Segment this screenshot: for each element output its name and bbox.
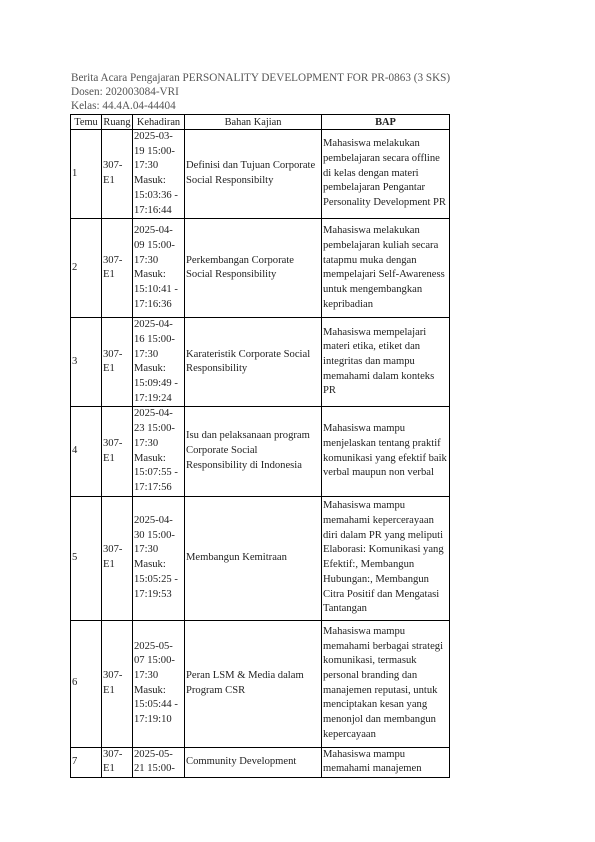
table-row — [71, 318, 450, 407]
cell-kehadiran: 2025-04-09 15:00-17:30 Masuk: 15:10:41 - 17:16:36 — [133, 219, 185, 318]
cell-kehadiran: 2025-04-30 15:00-17:30 Masuk: 15:05:25 - 17:19:53 — [133, 496, 185, 620]
cell-bahan-kajian: Perkembangan Corporate Social Responsibility — [185, 219, 322, 318]
table-row — [71, 130, 450, 219]
table-row — [71, 620, 450, 747]
cell-temu: 7 — [71, 747, 102, 777]
cell-temu: 3 — [71, 318, 102, 407]
cell-kehadiran: 2025-04-16 15:00-17:30 Masuk: 15:09:49 - 17:19:24 — [133, 318, 185, 407]
cell-bap: Mahasiswa melakukan pembelajaran kuliah secara tatapmu muka dengan mempelajari Self-Awareness untuk mengembangkan kepribadian — [322, 219, 450, 318]
col-header-ruang: Ruang — [103, 116, 131, 128]
cell-bap: Mahasiswa melakukan pembelajaran secara offline di kelas dengan materi pembelajaran Pengantar Personality Development PR — [322, 130, 450, 219]
col-header-kehadiran: Kehadiran — [133, 115, 185, 130]
cell-bap: Mahasiswa mempelajari materi etika, etiket dan integritas dan mampu memahami dalam konteks PR — [322, 318, 450, 407]
cell-bap: Mahasiswa mampu memahami manajemen — [322, 747, 450, 777]
col-header-temu: Temu — [71, 115, 102, 130]
cell-temu: 2 — [71, 219, 102, 318]
cell-ruang: 307-E1 — [102, 130, 133, 219]
cell-ruang: 307-E1 — [102, 496, 133, 620]
cell-bahan-kajian: Community Development — [185, 747, 322, 777]
document-header — [71, 71, 450, 113]
col-header-bap: BAP — [322, 115, 450, 130]
cell-ruang: 307-E1 — [102, 318, 133, 407]
cell-temu: 4 — [71, 407, 102, 496]
cell-bahan-kajian: Karateristik Corporate Social Responsibility — [185, 318, 322, 407]
cell-bap: Mahasiswa mampu memahami kepercerayaan diri dalam PR yang meliputi Elaborasi: Komunikasi yang Efektif:, Membangun Hubungan:, Membangun Citra Positif dan Mengatasi Tantangan — [322, 496, 450, 620]
cell-ruang: 307-E1 — [102, 747, 133, 777]
cell-temu: 1 — [71, 130, 102, 219]
cell-bap: Mahasiswa mampu memahami berbagai strategi komunikasi, termasuk personal branding dan manajemen reputasi, untuk menciptakan kesan yang menonjol dan membangun kepercayaan — [322, 620, 450, 747]
table-row — [71, 219, 450, 318]
cell-temu: 5 — [71, 496, 102, 620]
cell-kehadiran: 2025-03-19 15:00-17:30 Masuk: 15:03:36 - 17:16:44 — [133, 130, 185, 219]
cell-bap: Mahasiswa mampu menjelaskan tentang praktif komunikasi yang efektif baik verbal maupun non verbal — [322, 407, 450, 496]
cell-ruang: 307-E1 — [102, 620, 133, 747]
cell-temu: 6 — [71, 620, 102, 747]
cell-bahan-kajian: Membangun Kemitraan — [185, 496, 322, 620]
cell-bahan-kajian: Peran LSM & Media dalam Program CSR — [185, 620, 322, 747]
bap-table — [70, 114, 450, 778]
table-row — [71, 496, 450, 620]
cell-ruang: 307-E1 — [102, 407, 133, 496]
class-line: Kelas: 44.4A.04-44404 — [71, 100, 176, 112]
cell-kehadiran: 2025-04-23 15:00-17:30 Masuk: 15:07:55 - 17:17:56 — [133, 407, 185, 496]
document-title: Berita Acara Pengajaran PERSONALITY DEVELOPMENT FOR PR-0863 (3 SKS) — [71, 72, 451, 84]
cell-ruang: 307-E1 — [102, 219, 133, 318]
cell-bahan-kajian: Definisi dan Tujuan Corporate Social Responsibilty — [185, 130, 322, 219]
cell-kehadiran: 2025-05-21 15:00- — [133, 747, 185, 777]
table-header-row — [71, 115, 450, 130]
table-row — [71, 407, 450, 496]
table-row — [71, 747, 450, 777]
cell-kehadiran: 2025-05-07 15:00-17:30 Masuk: 15:05:44 - 17:19:10 — [133, 620, 185, 747]
lecturer-line: Dosen: 202003084-VRI — [71, 86, 179, 98]
cell-bahan-kajian: Isu dan pelaksanaan program Corporate Social Responsibility di Indonesia — [185, 407, 322, 496]
col-header-bahan-kajian: Bahan Kajian — [185, 115, 322, 130]
